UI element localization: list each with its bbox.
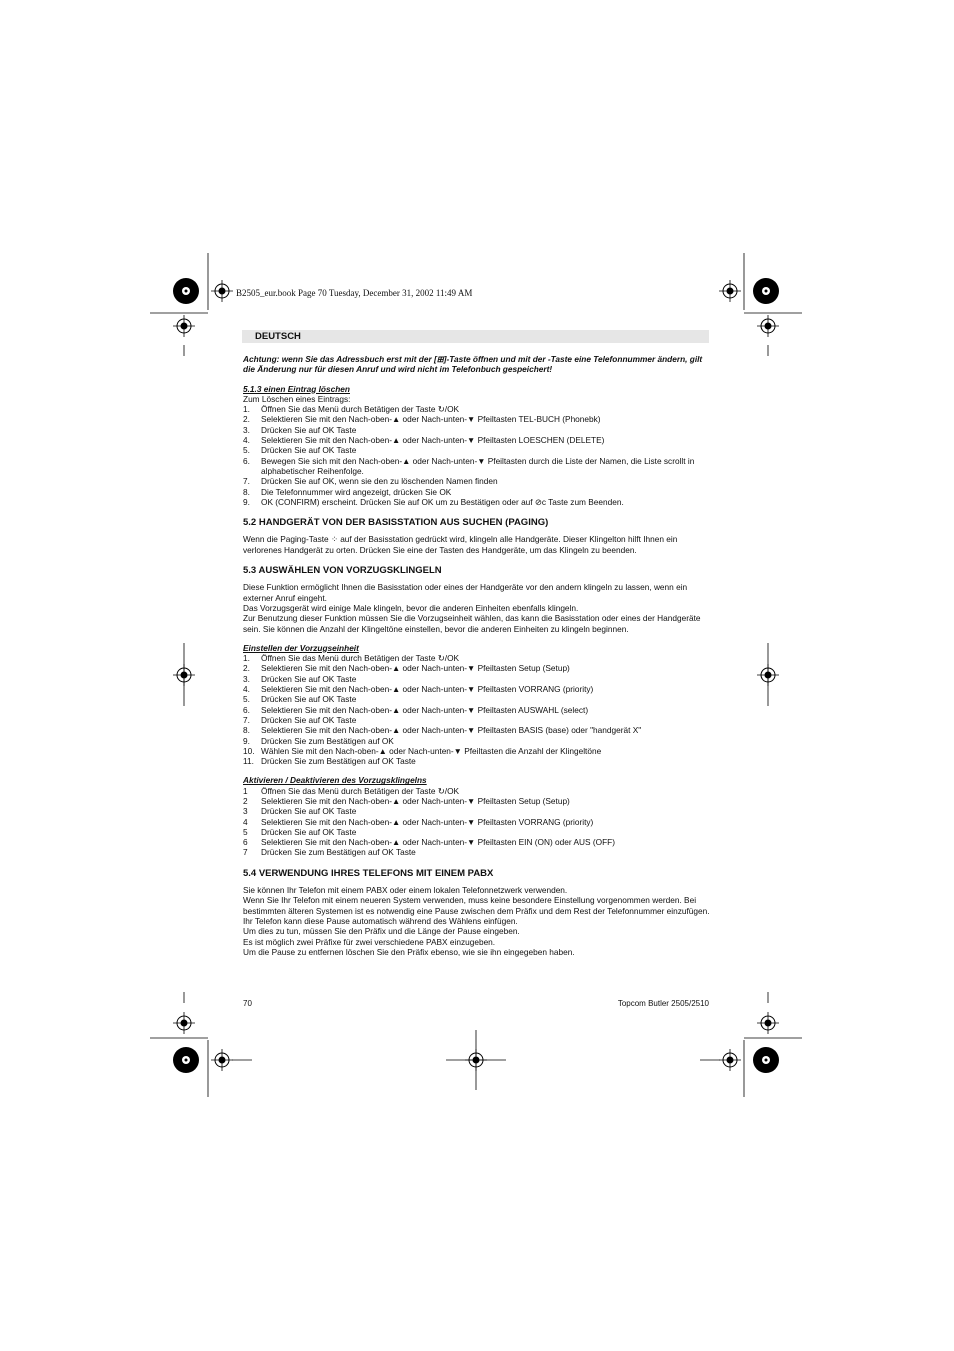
body-54-1: Sie können Ihr Telefon mit einem PABX oder einem lokalen Telefonnetzwerk verwenden.: [243, 885, 568, 896]
step-item: [243, 806, 713, 816]
step-item: [243, 837, 713, 847]
step-text: Selektieren Sie mit den Nach-oben-▲ oder Nach-unten-▼ Pfeiltasten EIN (ON) oder AUS (OFF): [261, 837, 615, 848]
step-text: Wählen Sie mit den Nach-oben-▲ oder Nach-unten-▼ Pfeiltasten die Anzahl der Klingeltöne: [261, 745, 602, 756]
subsection-title-513: 5.1.3 einen Eintrag löschen: [243, 383, 350, 394]
step-text: Drücken Sie zum Bestätigen auf OK: [261, 735, 394, 746]
step-item: [243, 746, 713, 756]
step-item: [243, 476, 713, 486]
step-number: 7: [243, 847, 248, 858]
body-53-3: Zur Benutzung dieser Funktion müssen Sie die Vorzugseinheit wählen, das kann die Basisstation oder eines der Handgeräte sein. Sie können die Anzahl der Klingeltöne einstellen, bevor die anderen Einheiten zu klingeln beginnen.: [243, 613, 701, 634]
body-52: Wenn die Paging-Taste ⁘ auf der Basisstation gedrückt wird, klingeln alle Handgeräte. Dieser Klingelton hilft Ihnen ein verlorenes Handgerät zu orten. Drücken Sie eine der Tasten des Handgeräte, um das Klingeln zu beenden.: [243, 534, 678, 555]
step-item: [243, 694, 713, 704]
step-text: Drücken Sie auf OK Taste: [261, 445, 357, 456]
step-item: [243, 445, 713, 455]
step-item: [243, 715, 713, 725]
step-item: [243, 404, 713, 414]
step-number: 6.: [243, 704, 250, 715]
step-item: [243, 756, 713, 766]
body-54-3: Um dies zu tun, müssen Sie den Präfix und die Länge der Pause eingeben.: [243, 926, 520, 937]
step-number: 1: [243, 785, 248, 796]
step-text: Drücken Sie auf OK Taste: [261, 424, 357, 435]
body-53-2: Das Vorzugsgerät wird einige Male klingeln, bevor die anderen Einheiten ebenfalls klingeln.: [243, 602, 579, 613]
step-number: 3.: [243, 424, 250, 435]
step-number: 1.: [243, 653, 250, 664]
step-text: Bewegen Sie sich mit den Nach-oben-▲ oder Nach-unten-▼ Pfeiltasten durch die Liste der Namen, die Liste scrollt in alphabetischer Reihenfolge.: [261, 455, 695, 476]
step-number: 2.: [243, 414, 250, 425]
step-text: Öffnen Sie das Menü durch Betätigen der Taste ↻/OK: [261, 785, 460, 796]
body-53-1: Diese Funktion ermöglicht Ihnen die Basisstation oder eines der Handgeräte vor den andern klingeln zu lassen, wenn ein externer Anruf eingeht.: [243, 582, 688, 603]
step-text: Selektieren Sie mit den Nach-oben-▲ oder Nach-unten-▼ Pfeiltasten AUSWAHL (select): [261, 704, 589, 715]
body-54-2: Wenn Sie Ihr Telefon mit einem neueren System verwenden, muss keine besondere Einstellung vorgenommen werden. Bei bestimmten älteren Systemen ist es notwendig eine Pause zwischen dem Präfix und dem Rest der Telefonnummer einzufügen. Ihr Telefon kann diese Pause automatisch während des Wählens einfügen.: [243, 895, 710, 926]
step-text: Selektieren Sie mit den Nach-oben-▲ oder Nach-unten-▼ Pfeiltasten LOESCHEN (DELETE): [261, 435, 605, 446]
step-item: [243, 435, 713, 445]
steps-513: [243, 404, 713, 507]
step-number: 6: [243, 837, 248, 848]
step-text: Drücken Sie auf OK Taste: [261, 714, 357, 725]
step-item: [243, 684, 713, 694]
steps-vorzug: [243, 653, 713, 766]
page-number: 70: [243, 999, 252, 1008]
step-item: [243, 456, 713, 477]
step-text: Drücken Sie zum Bestätigen auf OK Taste: [261, 847, 416, 858]
language-label: DEUTSCH: [255, 331, 301, 342]
section-title-53: 5.3 AUSWÄHLEN VON VORZUGSKLINGELN: [243, 565, 442, 577]
step-number: 3.: [243, 673, 250, 684]
step-text: Drücken Sie auf OK Taste: [261, 806, 357, 817]
step-number: 7.: [243, 476, 250, 487]
subsection-title-aktivieren: Aktivieren / Deaktivieren des Vorzugsklingelns: [243, 775, 427, 786]
step-number: 8.: [243, 486, 250, 497]
step-item: [243, 425, 713, 435]
step-number: 3: [243, 806, 248, 817]
step-item: [243, 725, 713, 735]
step-number: 10.: [243, 745, 255, 756]
step-number: 11.: [243, 756, 254, 767]
product-name: Topcom Butler 2505/2510: [617, 999, 709, 1008]
step-text: Selektieren Sie mit den Nach-oben-▲ oder Nach-unten-▼ Pfeiltasten Setup (Setup): [261, 663, 570, 674]
step-number: 6.: [243, 455, 250, 466]
step-text: Drücken Sie auf OK, wenn sie den zu löschenden Namen finden: [261, 476, 498, 487]
page-content: [243, 354, 713, 957]
step-number: 2.: [243, 663, 250, 674]
print-header: B2505_eur.book Page 70 Tuesday, December 31, 2002 11:49 AM: [236, 288, 473, 298]
step-text: Selektieren Sie mit den Nach-oben-▲ oder Nach-unten-▼ Pfeiltasten VORRANG (priority): [261, 684, 594, 695]
step-number: 8.: [243, 725, 250, 736]
step-item: [243, 817, 713, 827]
step-text: Die Telefonnummer wird angezeigt, drücken Sie OK: [261, 486, 452, 497]
step-number: 1.: [243, 404, 250, 415]
step-text: Selektieren Sie mit den Nach-oben-▲ oder Nach-unten-▼ Pfeiltasten VORRANG (priority): [261, 816, 594, 827]
step-item: [243, 796, 713, 806]
step-text: Selektieren Sie mit den Nach-oben-▲ oder Nach-unten-▼ Pfeiltasten Setup (Setup): [261, 795, 570, 806]
step-item: [243, 827, 713, 837]
steps-aktivieren: [243, 786, 713, 858]
section-title-52: 5.2 HANDGERÄT VON DER BASISSTATION AUS SUCHEN (PAGING): [243, 517, 549, 529]
body-54-4: Es ist möglich zwei Präfixe für zwei verschiedene PABX einzugeben.: [243, 936, 496, 947]
subsection-title-vorzug: Einstellen der Vorzugseinheit: [243, 642, 359, 653]
section-title-54: 5.4 VERWENDUNG IHRES TELEFONS MIT EINEM PABX: [243, 867, 494, 879]
step-number: 5.: [243, 445, 250, 456]
step-text: Drücken Sie auf OK Taste: [261, 694, 357, 705]
intro-513: Zum Löschen eines Eintrags:: [243, 393, 351, 404]
step-number: 4: [243, 816, 248, 827]
step-number: 4.: [243, 435, 250, 446]
step-text: Selektieren Sie mit den Nach-oben-▲ oder Nach-unten-▼ Pfeiltasten BASIS (base) oder "handgerät X": [261, 725, 642, 736]
step-item: [243, 736, 713, 746]
step-number: 5.: [243, 694, 250, 705]
step-number: 9.: [243, 496, 250, 507]
step-text: Öffnen Sie das Menü durch Betätigen der Taste ↻/OK: [261, 653, 460, 664]
step-item: [243, 705, 713, 715]
step-item: [243, 663, 713, 673]
step-text: Selektieren Sie mit den Nach-oben-▲ oder Nach-unten-▼ Pfeiltasten TEL-BUCH (Phonebk): [261, 414, 601, 425]
warning-note: Achtung: wenn Sie das Adressbuch erst mit der [⊞]-Taste öffnen und mit der -Taste eine Telefonnummer ändern, gilt die Änderung nur für diesen Anruf und wird nicht im Telefonbuch gespeichert!: [243, 354, 703, 375]
step-text: Drücken Sie zum Bestätigen auf OK Taste: [261, 756, 416, 767]
step-text: Öffnen Sie das Menü durch Betätigen der Taste ↻/OK: [261, 404, 460, 415]
step-item: [243, 847, 713, 857]
step-item: [243, 674, 713, 684]
step-item: [243, 786, 713, 796]
body-54-5: Um die Pause zu entfernen löschen Sie den Präfix ebenso, wie sie ihn eingegeben haben.: [243, 946, 575, 957]
step-item: [243, 653, 713, 663]
step-number: 5: [243, 826, 248, 837]
step-number: 7.: [243, 714, 250, 725]
step-text: OK (CONFIRM) erscheint. Drücken Sie auf OK um zu Bestätigen oder auf ⊘c Taste zum Beenden.: [261, 496, 624, 507]
step-item: [243, 414, 713, 424]
step-item: [243, 497, 713, 507]
step-text: Drücken Sie auf OK Taste: [261, 826, 357, 837]
language-bar: [242, 330, 709, 343]
step-number: 9.: [243, 735, 250, 746]
step-text: Drücken Sie auf OK Taste: [261, 673, 357, 684]
step-item: [243, 487, 713, 497]
step-number: 2: [243, 795, 248, 806]
step-number: 4.: [243, 684, 250, 695]
